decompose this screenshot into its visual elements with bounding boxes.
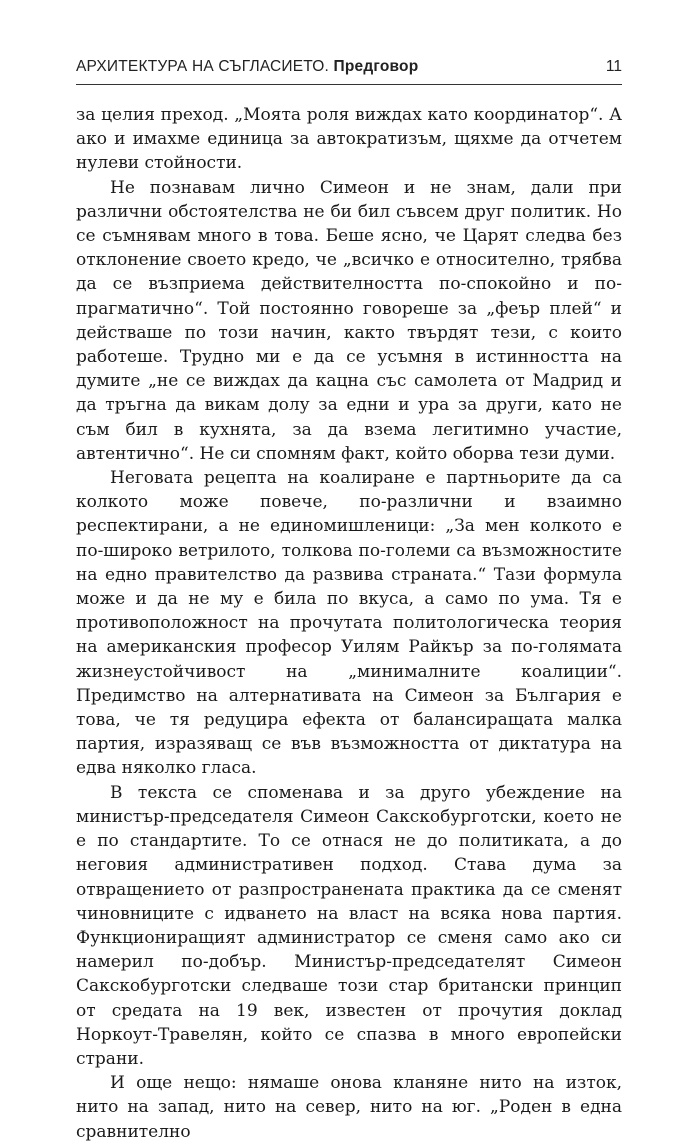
paragraph-4: В текста се споменава и за друго убеждение на министър-председателя Симеон Сакскобурготски, което не е по стандартите. То се отнася не до политиката, а до неговия административен подход. Става дума за отвращението от разпространената практика да се сменят чиновниците с идването на власт на всяка нова партия. Функциониращият администратор се сменя само ако си намерил по-добър. Министър-председателят Симеон Сакскобурготски следваше този стар британски принцип от средата на 19 век, известен от прочутия доклад Норкоут-Травелян, който се спазва в много европейски страни. <box>76 782 622 1069</box>
paragraph-3: Неговата рецепта на коалиране е партньорите да са колкото може повече, по-различни и взаимно респектирани, а не единомишленици: „За мен колкото е по-широко ветрилото, толкова по-големи са възможностите на едно правителство да развива страната.“ Тази формула може и да не му е била по вкуса, а само по ума. Тя е противоположност на прочутата политологическа теория на американския професор Уилям Райкър за по-голямата жизнеустойчивост на „минималните коалиции“. Предимство на алтернативата на Симеон за България е това, че тя редуцира ефекта от балансиращата малка партия, изразяващ се във възможността от диктатура на едва няколко гласа. <box>76 468 622 779</box>
paragraph-1: за целия преход. „Моята роля виждах като координатор“. А ако и имахме единица за автократизъм, щяхме да отчетем нулеви стойности. <box>76 105 622 174</box>
body-text <box>76 103 622 1144</box>
book-title: АРХИТЕКТУРА НА СЪГЛАСИЕТО. <box>76 58 330 75</box>
paragraph-2: Не познавам лично Симеон и не знам, дали при различни обстоятелства не би бил съвсем друг политик. Но се съмнявам много в това. Беше ясно, че Царят следва без отклонение своето кредо, че „всичко е относително, трябва да се възприема действителността по-спокойно и по-прагматично“. Той постоянно говореше за „феър плей“ и действаше по този начин, както твърдят тези, с които работеше. Трудно ми е да се усъмня в истинността на думите „не се виждах да кацна със самолета от Мадрид и да тръгна да викам долу за едни и ура за други, като не съм бил в кухнята, за да взема легитимно участие, автентично“. Не си спомням факт, който оборва тези думи. <box>76 177 622 464</box>
header-rule <box>76 84 622 85</box>
page-number: 11 <box>605 58 622 75</box>
section-title: Предговор <box>333 58 419 75</box>
running-header <box>76 58 622 82</box>
paragraph-5: И още нещо: нямаше онова кланяне нито на изток, нито на запад, нито на север, нито на юг. „Роден в една сравнително <box>76 1073 622 1142</box>
header-title-group <box>76 58 418 76</box>
